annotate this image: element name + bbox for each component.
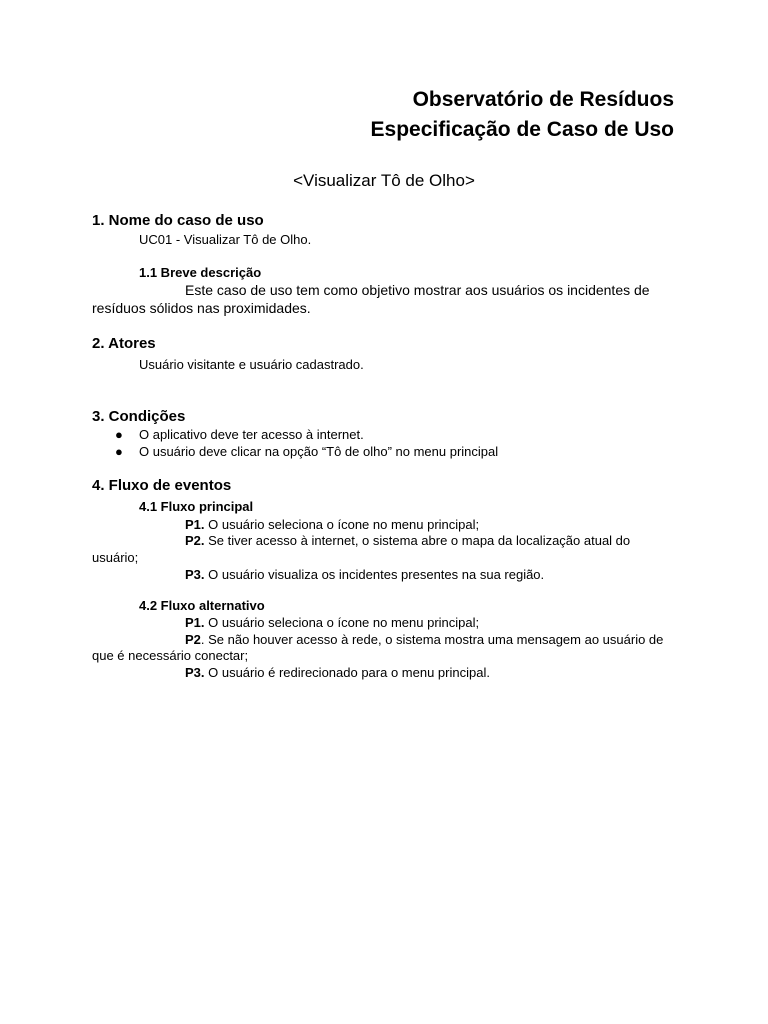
step-label: P2. — [185, 533, 205, 548]
bullet-icon: ● — [115, 427, 123, 442]
section-3-heading: 3. Condições — [92, 408, 186, 425]
step-label: P3. — [185, 567, 205, 582]
section-1-1-heading: 1.1 Breve descrição — [139, 265, 262, 280]
step-text: Se tiver acesso à internet, o sistema abre o mapa da localização atual do — [204, 533, 631, 548]
section-4-heading: 4. Fluxo de eventos — [92, 477, 232, 494]
alt-flow-step — [185, 665, 490, 680]
description-line-1: Este caso de uso tem como objetivo mostrar aos usuários os incidentes de — [185, 282, 650, 298]
step-text: O usuário seleciona o ícone no menu principal; — [204, 517, 480, 532]
condition-item: O aplicativo deve ter acesso à internet. — [139, 427, 364, 442]
step-text: O usuário é redirecionado para o menu principal. — [204, 665, 490, 680]
step-label: P2 — [185, 632, 201, 647]
step-text: O usuário seleciona o ícone no menu principal; — [204, 615, 480, 630]
section-4-2-heading: 4.2 Fluxo alternativo — [139, 598, 265, 613]
step-text: O usuário visualiza os incidentes presentes na sua região. — [204, 567, 545, 582]
step-text: . Se não houver acesso à rede, o sistema mostra uma mensagem ao usuário de — [200, 632, 664, 647]
document-subtitle: Especificação de Caso de Uso — [370, 118, 674, 141]
main-flow-step — [185, 533, 630, 548]
step-continuation: usuário; — [92, 550, 139, 565]
main-flow-step — [185, 567, 544, 582]
step-label: P3. — [185, 665, 205, 680]
bullet-icon: ● — [115, 444, 123, 459]
step-label: P1. — [185, 517, 205, 532]
section-2-heading: 2. Atores — [92, 335, 156, 352]
section-4-1-heading: 4.1 Fluxo principal — [139, 499, 254, 514]
main-flow-step — [185, 517, 479, 532]
actors-text: Usuário visitante e usuário cadastrado. — [139, 357, 364, 372]
alt-flow-step — [185, 632, 663, 647]
document-title: Observatório de Resíduos — [412, 88, 674, 111]
use-case-title: <Visualizar Tô de Olho> — [293, 171, 475, 190]
use-case-name: UC01 - Visualizar Tô de Olho. — [139, 232, 312, 247]
step-label: P1. — [185, 615, 205, 630]
alt-flow-step — [185, 615, 479, 630]
condition-item: O usuário deve clicar na opção “Tô de olho” no menu principal — [139, 444, 499, 459]
step-continuation: que é necessário conectar; — [92, 648, 249, 663]
description-line-2: resíduos sólidos nas proximidades. — [92, 300, 311, 316]
section-1-heading: 1. Nome do caso de uso — [92, 212, 264, 229]
